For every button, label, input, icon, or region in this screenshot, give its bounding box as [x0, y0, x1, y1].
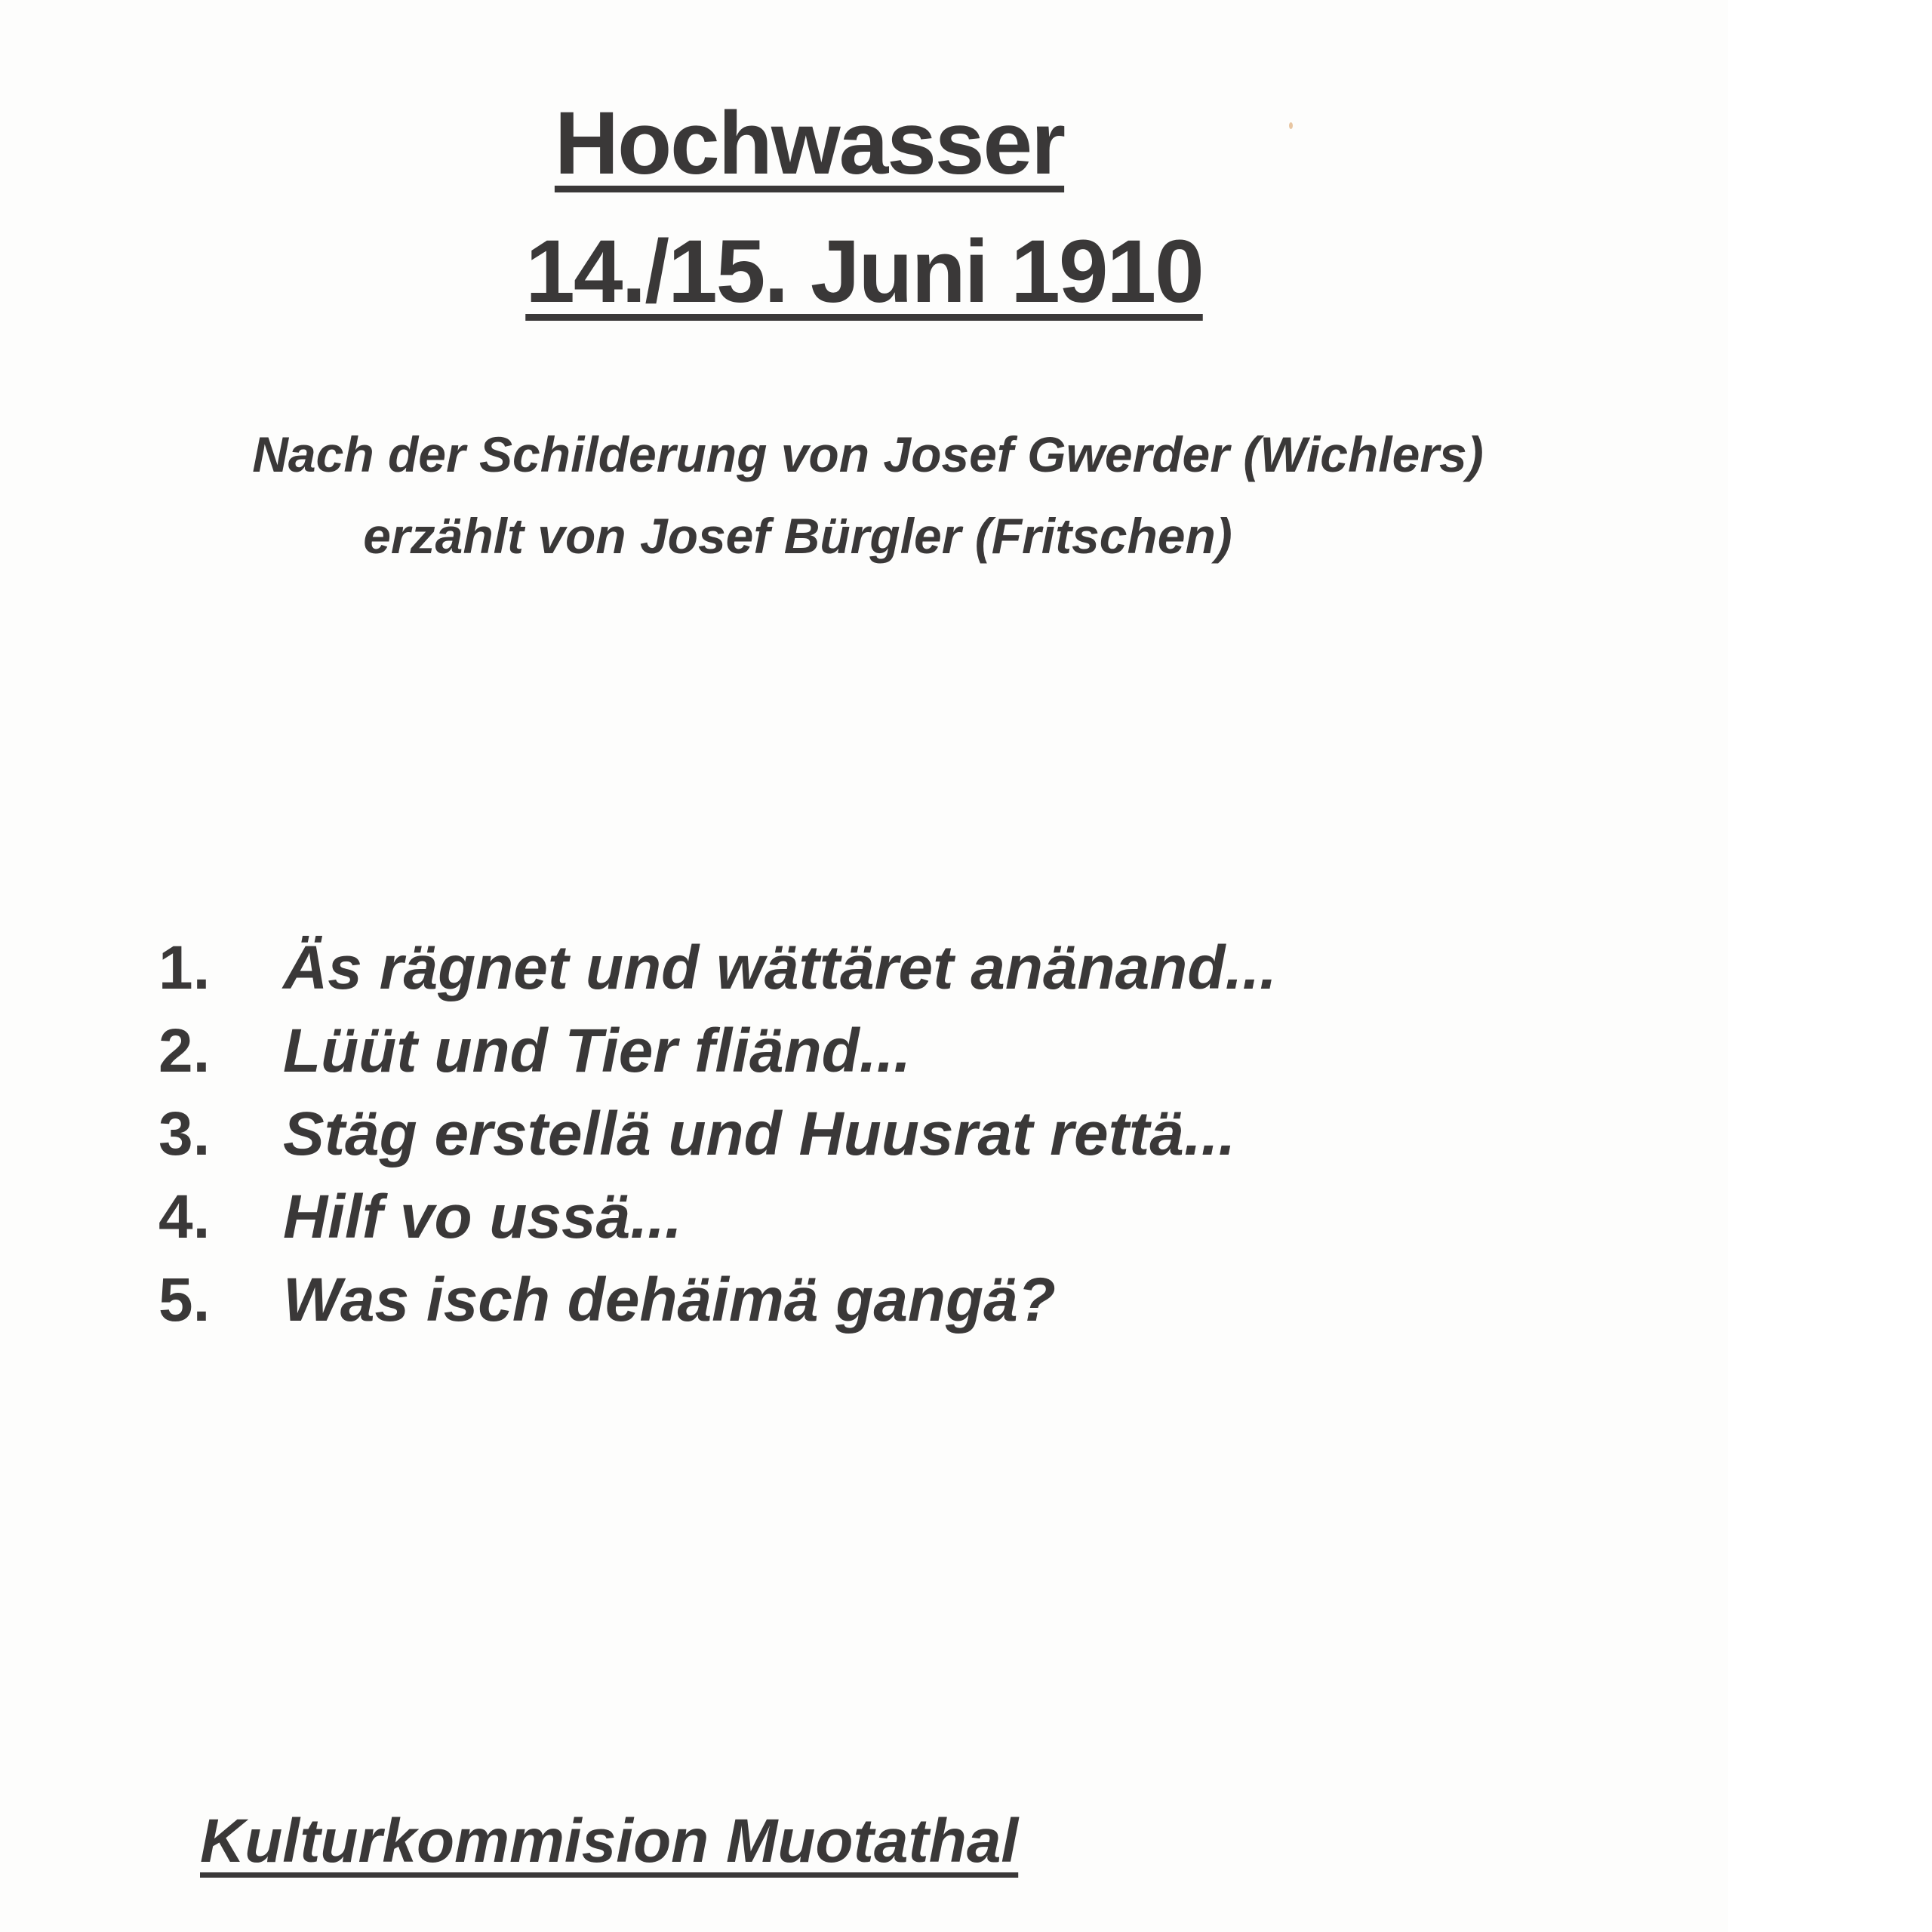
- subtitle-narrator: Nach der Schilderung von Josef Gwerder (Wichlers): [252, 426, 1484, 482]
- chapter-list: [158, 927, 1277, 1342]
- chapter-number: 4.: [158, 1183, 211, 1251]
- chapter-text: Was isch dehäimä gangä?: [283, 1266, 1056, 1334]
- chapter-item: [158, 927, 1277, 1010]
- chapter-text: Stäg erstellä und Huusrat rettä...: [283, 1100, 1236, 1168]
- chapter-text: Äs rägnet und wättäret anänand...: [283, 934, 1277, 1002]
- chapter-number: 1.: [158, 934, 211, 1002]
- chapter-text: Lüüt und Tier fliänd...: [283, 1017, 912, 1085]
- title-date: 14./15. Juni 1910: [525, 222, 1203, 321]
- page-edge: [1728, 0, 1932, 1932]
- chapter-item: [158, 1093, 1277, 1176]
- footer-publisher: Kulturkommision Muotathal: [200, 1807, 1019, 1875]
- chapter-number: 3.: [158, 1100, 211, 1168]
- chapter-number: 2.: [158, 1017, 211, 1085]
- chapter-item: [158, 1176, 1277, 1259]
- chapter-number: 5.: [158, 1266, 211, 1334]
- subtitle-teller: erzählt von Josef Bürgler (Fritschen): [363, 508, 1232, 564]
- chapter-text: Hilf vo ussä...: [283, 1183, 682, 1251]
- title-hochwasser: Hochwasser: [554, 94, 1065, 193]
- chapter-item: [158, 1259, 1277, 1342]
- subtitle-block: [26, 414, 1709, 577]
- title-block: [0, 79, 1728, 336]
- chapter-item: [158, 1010, 1277, 1093]
